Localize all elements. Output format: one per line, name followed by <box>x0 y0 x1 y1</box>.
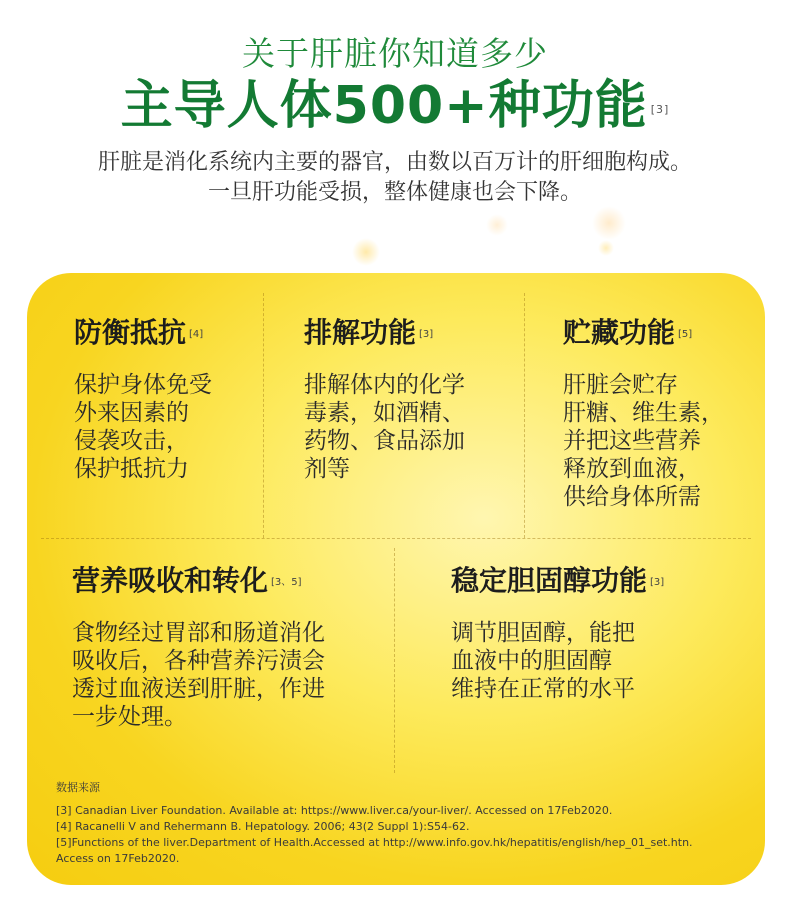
function-reference: [5] <box>678 329 693 340</box>
function-title <box>563 315 724 351</box>
divider <box>263 293 264 538</box>
function-reference: [3] <box>419 329 434 340</box>
function-title-text: 防衡抵抗 <box>74 316 187 349</box>
function-title-text: 稳定胆固醇功能 <box>451 564 648 597</box>
function-reference: [3、5] <box>271 577 302 588</box>
description-line: 侵袭攻击， <box>74 428 189 454</box>
reference-item: [4] Racanelli V and Rehermann B. Hepatology. 2006; 43(2 Suppl 1):S54-62. <box>56 820 470 833</box>
function-description <box>74 371 212 483</box>
description-line: 肝糖、维生素， <box>563 400 724 426</box>
function-reference: [4] <box>189 329 204 340</box>
intro-line: 一旦肝功能受损，整体健康也会下降。 <box>207 180 582 205</box>
description-line: 透过血液送到肝脏，作进 <box>72 676 325 702</box>
description-line: 肝脏会贮存 <box>563 372 678 398</box>
decor-glow <box>352 238 380 266</box>
description-line: 排解体内的化学 <box>304 372 465 398</box>
description-line: 一步处理。 <box>72 704 187 730</box>
description-line: 供给身体所需 <box>563 484 701 510</box>
description-line: 毒素，如酒精、 <box>304 400 465 426</box>
decor-glow <box>592 206 626 240</box>
decor-glow <box>598 240 614 256</box>
decor-glow <box>486 214 508 236</box>
function-description <box>451 619 664 703</box>
function-description <box>304 371 465 483</box>
description-line: 外来因素的 <box>74 400 189 426</box>
description-line: 保护抵抗力 <box>74 456 189 482</box>
function-title-text: 排解功能 <box>304 316 417 349</box>
reference-item: Access on 17Feb2020. <box>56 852 180 865</box>
description-line: 维持在正常的水平 <box>451 676 635 702</box>
description-line: 药物、食品添加 <box>304 428 465 454</box>
function-storage <box>563 315 724 511</box>
function-reference: [3] <box>650 577 665 588</box>
references <box>56 780 693 867</box>
function-description <box>72 619 325 731</box>
function-title <box>451 563 664 599</box>
intro-line: 肝脏是消化系统内主要的器官，由数以百万计的肝细胞构成。 <box>97 150 692 175</box>
divider <box>524 293 525 538</box>
reference-item: [3] Canadian Liver Foundation. Available at: https://www.liver.ca/your-liver/. Accessed on 17Feb2020. <box>56 804 613 817</box>
title-reference: [3] <box>650 103 670 116</box>
function-title <box>304 315 465 351</box>
function-title <box>72 563 325 599</box>
description-line: 调节胆固醇，能把 <box>451 620 635 646</box>
description-line: 保护身体免受 <box>74 372 212 398</box>
intro-text <box>0 148 790 208</box>
description-line: 血液中的胆固醇 <box>451 648 612 674</box>
description-line: 剂等 <box>304 456 350 482</box>
function-detox <box>304 315 465 483</box>
references-title: 数据来源 <box>56 781 100 794</box>
description-line: 吸收后，各种营养污渍会 <box>72 648 325 674</box>
function-defense <box>74 315 212 483</box>
function-title-text: 营养吸收和转化 <box>72 564 269 597</box>
function-title <box>74 315 212 351</box>
reference-item: [5]Functions of the liver.Department of Health.Accessed at http://www.info.gov.hk/hepatitis/english/hep_01_set.htn. <box>56 836 693 849</box>
description-line: 释放到血液， <box>563 456 701 482</box>
page-subtitle: 关于肝脏你知道多少 <box>242 34 548 73</box>
function-title-text: 贮藏功能 <box>563 316 676 349</box>
function-cholesterol <box>451 563 664 703</box>
page-title <box>0 74 790 138</box>
page-title-text: 主导人体500+种功能 <box>120 76 648 136</box>
function-description <box>563 371 724 511</box>
divider <box>41 538 751 539</box>
function-nutrition <box>72 563 325 731</box>
divider <box>394 548 395 773</box>
description-line: 食物经过胃部和肠道消化 <box>72 620 325 646</box>
description-line: 并把这些营养 <box>563 428 701 454</box>
